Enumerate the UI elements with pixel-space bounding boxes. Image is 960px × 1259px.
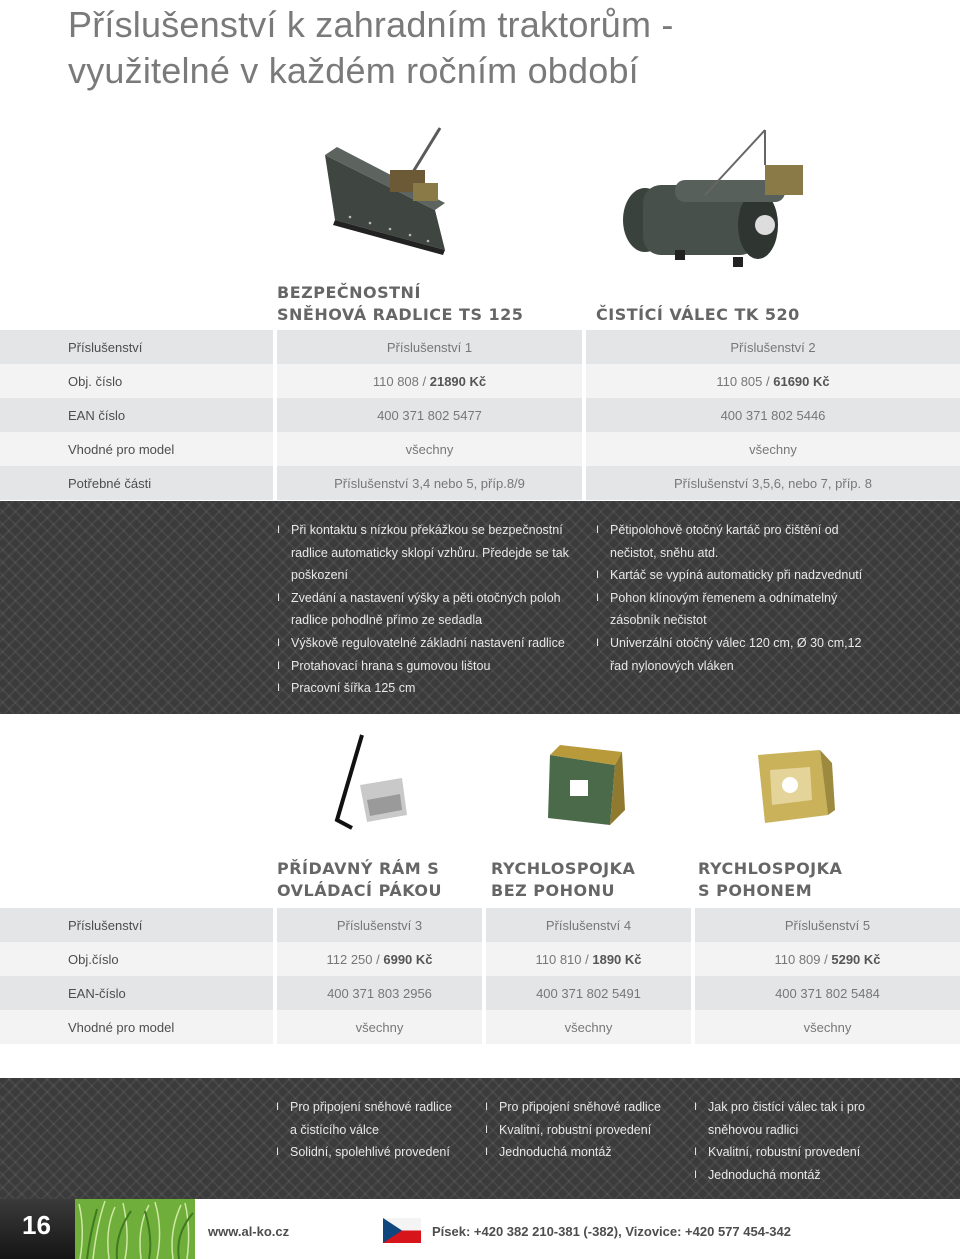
product-heading-sweeper: ČISTÍCÍ VÁLEC TK 520	[596, 305, 800, 324]
list-item: I Pětipolohově otočný kartáč pro čištění od nečistot, sněhu atd.	[596, 519, 866, 564]
row-label: Příslušenství	[0, 330, 273, 364]
product-heading-coupler-with-drive: RYCHLOSPOJKA S POHONEM	[698, 859, 843, 900]
spec-table-1	[0, 330, 960, 500]
cell-value: všechny	[582, 432, 960, 466]
sweeper-image	[615, 125, 830, 275]
list-item: I Protahovací hrana s gumovou lištou	[277, 655, 577, 678]
cell-value: Příslušenství 1	[273, 330, 582, 364]
list-item: I Kvalitní, robustní provedení	[485, 1119, 675, 1142]
row-label: EAN-číslo	[0, 976, 273, 1010]
table-row	[0, 976, 960, 1010]
list-item: I Jednoduchá montáž	[485, 1141, 675, 1164]
czech-flag-icon	[383, 1218, 421, 1243]
frame-lever-image	[322, 730, 427, 835]
cell-value: všechny	[691, 1010, 960, 1044]
list-item: I Pro připojení sněhové radlice a čistícího válce	[276, 1096, 461, 1141]
cell-value: 400 371 802 5477	[273, 398, 582, 432]
table-row	[0, 330, 960, 364]
coupler-no-drive-image	[540, 740, 630, 830]
table-row	[0, 364, 960, 398]
table-row	[0, 398, 960, 432]
page-title-line-2: využitelné v každém ročním období	[68, 50, 639, 91]
row-label: Vhodné pro model	[0, 432, 273, 466]
row-label: Obj. číslo	[0, 364, 273, 398]
cell-value: Příslušenství 2	[582, 330, 960, 364]
features-list-snow-plow	[277, 519, 577, 700]
list-item: I Pro připojení sněhové radlice	[485, 1096, 675, 1119]
cell-value: Příslušenství 4	[482, 908, 691, 942]
list-item: I Kvalitní, robustní provedení	[694, 1141, 874, 1164]
features-list-frame-lever	[276, 1096, 461, 1164]
row-label: Potřebné části	[0, 466, 273, 500]
list-item: I Kartáč se vypíná automaticky při nadzvednutí	[596, 564, 866, 587]
features-band-1	[0, 501, 960, 714]
features-list-coupler-no-drive	[485, 1096, 675, 1164]
table-row	[0, 1010, 960, 1044]
page-title-line-1: Příslušenství k zahradním traktorům -	[68, 4, 674, 45]
cell-value: Příslušenství 5	[691, 908, 960, 942]
page-title	[68, 2, 674, 94]
list-item: I Jednoduchá montáž	[694, 1164, 874, 1187]
cell-value: 112 250 / 6990 Kč	[273, 942, 482, 976]
cell-value: 110 805 / 61690 Kč	[582, 364, 960, 398]
cell-value: všechny	[482, 1010, 691, 1044]
snow-plow-image	[315, 125, 455, 260]
features-list-coupler-with-drive	[694, 1096, 874, 1186]
list-item: I Solidní, spolehlivé provedení	[276, 1141, 461, 1164]
cell-value: Příslušenství 3,5,6, nebo 7, příp. 8	[582, 466, 960, 500]
table-row	[0, 908, 960, 942]
row-label: Vhodné pro model	[0, 1010, 273, 1044]
cell-value: všechny	[273, 1010, 482, 1044]
grass-image	[75, 1199, 195, 1259]
cell-value: 110 810 / 1890 Kč	[482, 942, 691, 976]
list-item: I Univerzální otočný válec 120 cm, Ø 30 cm,12 řad nylonových vláken	[596, 632, 866, 677]
list-item: I Výškově regulovatelné základní nastavení radlice	[277, 632, 577, 655]
cell-value: všechny	[273, 432, 582, 466]
cell-value: 110 808 / 21890 Kč	[273, 364, 582, 398]
cell-value: Příslušenství 3,4 nebo 5, příp.8/9	[273, 466, 582, 500]
coupler-with-drive-image	[750, 735, 840, 830]
list-item: I Pracovní šířka 125 cm	[277, 677, 577, 700]
spec-table-2	[0, 908, 960, 1044]
table-row	[0, 466, 960, 500]
row-label: Příslušenství	[0, 908, 273, 942]
page-number: 16	[22, 1210, 51, 1240]
product-heading-coupler-no-drive: RYCHLOSPOJKA BEZ POHONU	[491, 859, 636, 900]
contact-phones: Písek: +420 382 210-381 (-382), Vizovice: +420 577 454-342	[432, 1224, 791, 1239]
row-label: EAN číslo	[0, 398, 273, 432]
cell-value: 400 371 802 5446	[582, 398, 960, 432]
features-band-2	[0, 1078, 960, 1199]
website-link[interactable]: www.al-ko.cz	[208, 1224, 290, 1239]
list-item: I Pohon klínovým řemenem a odnímatelný zásobník nečistot	[596, 587, 866, 632]
cell-value: 400 371 802 5491	[482, 976, 691, 1010]
product-heading-snow-plow: BEZPEČNOSTNÍ SNĚHOVÁ RADLICE TS 125	[277, 283, 524, 324]
cell-value: 400 371 803 2956	[273, 976, 482, 1010]
features-list-sweeper	[596, 519, 866, 677]
list-item: I Zvedání a nastavení výšky a pěti otočných poloh radlice pohodlně přímo ze sedadla	[277, 587, 577, 632]
cell-value: 400 371 802 5484	[691, 976, 960, 1010]
cell-value: 110 809 / 5290 Kč	[691, 942, 960, 976]
product-heading-frame-lever: PŘÍDAVNÝ RÁM S OVLÁDACÍ PÁKOU	[277, 859, 442, 900]
table-row	[0, 432, 960, 466]
cell-value: Příslušenství 3	[273, 908, 482, 942]
list-item: I Při kontaktu s nízkou překážkou se bezpečnostní radlice automaticky sklopí vzhůru. Předejde se tak poškození	[277, 519, 577, 587]
table-row	[0, 942, 960, 976]
row-label: Obj.číslo	[0, 942, 273, 976]
list-item: I Jak pro čistící válec tak i pro sněhovou radlici	[694, 1096, 874, 1141]
